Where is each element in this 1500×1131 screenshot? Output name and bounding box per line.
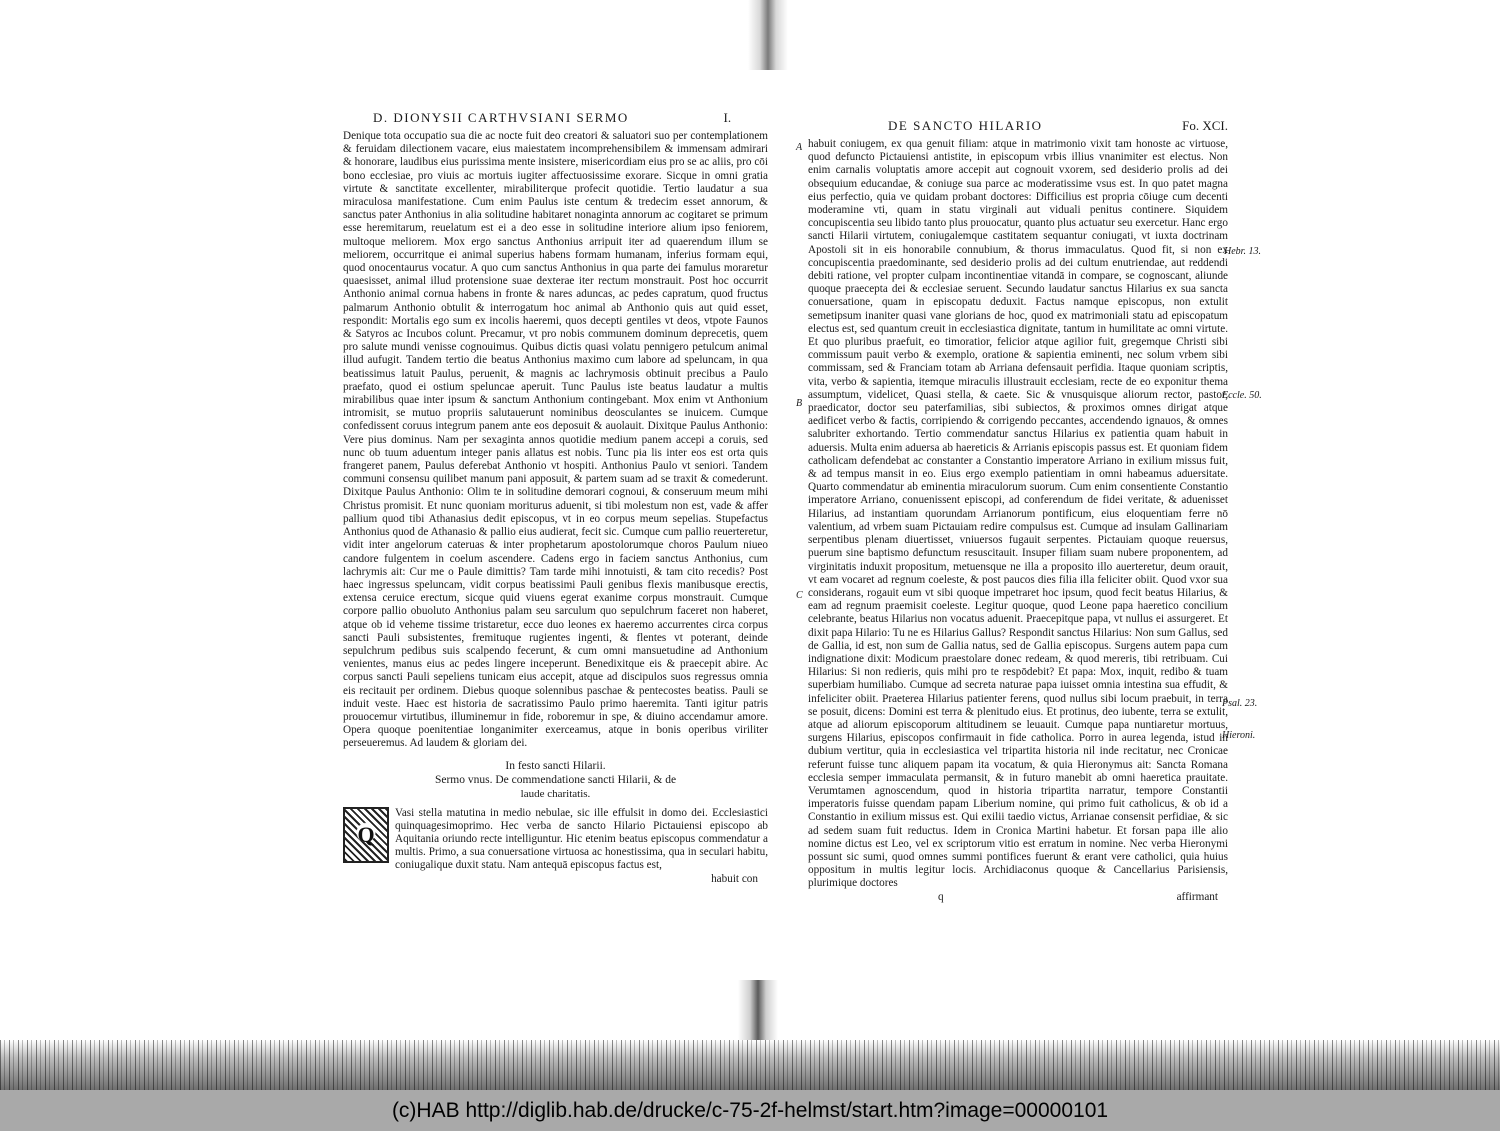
right-page-foot	[808, 891, 1228, 904]
left-running-head	[343, 110, 768, 130]
right-catchword: affirmant	[1176, 890, 1218, 903]
copyright-footer: (c)HAB http://diglib.hab.de/drucke/c-75-2f-helmst/start.htm?image=00000101	[0, 1090, 1500, 1131]
left-page	[343, 110, 768, 886]
right-running-head-title: DE SANCTO HILARIO	[888, 118, 1043, 133]
decorated-initial	[343, 807, 389, 863]
feast-title: In festo sancti Hilarii.	[505, 759, 606, 772]
margin-note-hieroni: Hieroni.	[1222, 730, 1256, 741]
margin-note-hebr: Hebr. 13.	[1224, 246, 1261, 257]
margin-note-eccle: Eccle. 50.	[1222, 390, 1262, 401]
signature-mark: q	[938, 890, 944, 903]
left-folio: I.	[723, 110, 732, 125]
margin-letter-b: B	[796, 398, 803, 409]
left-catchword: habuit con	[711, 872, 758, 885]
left-running-head-title: D. DIONYSII CARTHVSIANI SERMO	[373, 110, 629, 125]
sermon-intro-text: Vasi stella matutina in medio nebulae, sic ille effulsit in domo dei. Ecclesiastici quinquagesimoprimo. Hec verba de sancto Hilario Pictauiensi episcopo ab Aquitania oriundo recte intelliguntur. Hic etenim beatus episcopus commendatur a multis. Primo, a sua conuersatione virtuosa ac honestissima, qua in seculari habitu, coniugalique duxit statu. Nam antequā episcopus factus est,	[395, 806, 768, 872]
margin-letter-c: C	[796, 590, 803, 601]
margin-note-psal: Psal. 23.	[1222, 698, 1258, 709]
right-page	[808, 118, 1228, 904]
right-body-text: habuit coniugem, ex qua genuit filiam: atque in matrimonio vixit tam honoste ac virtuose, quod defuncto Pictauiensi antistite, in episcopum vrbis illius vnanimiter est electus. Non enim carnalis voluptatis amore accepit aut cognouit vxorem, sed desiderio prolis ad dei obsequium educandae, & coniuge sua parce ac moderatissime vsus est. In quo patet magna eius perfectio, quia ve quidam probant doctores: Difficilius est propria cōiuge cum decenti moderamine vti, quam in statu virginali aut viduali penitus continere. Siquidem concupiscentia seu libido tanto plus prouocatur, quanto plus actuatur seu exercetur. Hanc ergo sancti Hilarii virtutem, coniugalemque castitatem sequantur coniugati, vt iuxta doctrinam Apostoli sit in eis honorabile connubium, & thorus immaculatus. Quod fit, si non ex concupiscentia praedominante, sed desiderio prolis ad dei cultum enutriendae, aut reddendi debiti ratione, vel propter culpam incontinentiae vitandā in compare, se cognoscant, aliunde quoque praecepta dei & ecclesiae seruent. Secundo laudatur sanctus Hilarius ex sua sancta conuersatione, quam in episcopatu deduxit. Factus namque episcopus, non extulit semetipsum inaniter quasi vane glorians de hoc, quod ex matrimoniali statu ad episcopatum electus est, sed quantum creuit in ecclesiastica dignitate, tantum in humilitate ac omni virtute. Et quo pluribus praefuit, eo timoratior, felicior atque agilior fuit, gregemque Christi sibi commissum pauit verbo & exemplo, oratione & sapientia eminenti, nec solum vrbem sibi commissam, sed & Franciam totam ab Arriana defensauit perfidia. Itaque quoniam scriptis, vita, verbo & sapientia, itemque miraculis illustrauit ecclesiam, recte de eo exponitur thema assumptum, videlicet, Quasi stella, & caete. Sic & vnusquisque aliorum rector, pastor, praedicator, doctor seu paterfamilias, sibi subiectos, & proximos omnes dirigat atque aedificet verbo & factis, corripiendo & corrigendo peccantes, accendendo ignauos, & omnes salubriter exhortando. Tertio commendatur sanctus Hilarius ex patientia quam habuit in aduersis. Multa enim aduersa ab haereticis & Arrianis episcopis passus est. Et quoniam fidem catholicam defendebat ac constanter a Constantio imperatore Arriano in exilium missus fuit, & ad tempus mansit in eo. Eius ergo exemplo patientiam in omni habeamus aduersitate. Quarto commendatur ab eminentia miraculorum suorum. Cum enim consentiente Constantio imperatore Arriano, conuenissent episcopi, ad conferendum de fidei veritate, & aduenisset Hilarius, ad instantiam quorundam Arrianorum pontificum, eius eloquentiam ferre nō valentium, ad vrbem suam Pictauiam redire compulsus est. Cumque ad insulam Gallinariam serpentibus plenam diuertisset, vniuersos fugauit serpentes. Pictauiam quoque reuersus, puerum sine baptismo defunctum resuscitauit. Insuper filiam suam nubere proponentem, ad virginitatis induxit propositum, metuensque ne illa a proposito illo auerteretur, deum orauit, vt eam vocaret ad regnum coeleste, & post paucos dies filia illa feliciter obiit. Quod vxor sua considerans, rogauit eum vt sibi quoque impetraret hoc ipsum, quod fecit beatus Hilarius, & eam ad regnum praemisit coeleste. Legitur quoque, quod Leone papa haeretico concilium celebrante, beatus Hilarius non vocatus aduenit. Praecepitque papa, vt nullus ei assurgeret. Et dixit papa Hilario: Tu ne es Hilarius Gallus? Respondit sanctus Hilarius: Non sum Gallus, sed de Gallia, id est, non sum de Gallia natus, sed de Gallia episcopus. Surgens autem papa cum indignatione dixit: Modicum praestolare donec redeam, & quod mereris, tibi retribuam. Cui Hilarius: Si non redieris, quis mihi pro te respōdebit? Et papa: Mox, inquit, redibo & tuam superbiam humiliabo. Cumque ad secreta naturae papa iuisset omnia intestina sua effudit, & infeliciter obiit. Praeterea Hilarius patienter ferens, quod nullus sibi locum praebuit, in terra se posuit, dicens: Domini est terra & plenitudo eius. Et protinus, deo iubente, terra se extulit, atque ad aliorum episcoporum altitudinem se leuauit. Cumque papa nuntiaretur mortuus, surgens Hilarius, episcopos confirmauit in fide catholica. Porro in aurea legenda, istud in dubium vertitur, quia in ecclesiastica vel tripartita historia nil inde recitatur, nec Cronicae referunt fuisse tunc aliquem papam ita vocatum, & quia Hieronymus ait: Sancta Romana ecclesia semper immaculata permansit, & in futuro manebit ab omni haeretica prauitate. Verumtamen agnoscendum, quod in historia tripartita narratur, tempore Constantii imperatoris fuisse quendam papam Liberium nomine, qui primo fuit catholicus, & ob id a Constantio in exilium missus est. Qui exilii taedio victus, Arrianae consensit perfidiae, & sic ad sedem suam fuit reductus. Idem in Cronica Martini habetur. Et forsan papa ille alio nomine dictus est Leo, vel ex scriptorum vitio est erratum in nomine. Nec verba Hieronymi possunt sic sumi, quod omnes summi pontifices fuerunt & erant vere catholici, quia huius oppositum in multis legitur locis. Archidiaconus quoque & Cancellarius Parisiensis, plurimique doctores	[808, 138, 1228, 890]
binding-shadow-bottom	[738, 980, 778, 1040]
sermon-subtitle: laude charitatis.	[520, 787, 591, 800]
scan-edge-strip	[0, 1040, 1500, 1090]
left-body-text: Denique tota occupatio sua die ac nocte fuit deo creatori & saluatori suo per contemplationem & feruidam dilectionem vacare, eius maiestatem incomprehensibilem & immensam admirari & honorare, laudibus eius purissima mente insistere, misericordiam eius pro se ac aliis, pro cōi bono ecclesiae, pro viuis ac mortuis iugiter affectuosissime exorare. Sicque in omni gratia virtute & sanctitate excellenter, mirabiliterque profecit quotidie. Tertio laudatur a sua miraculosa manifestatione. Cum enim Paulus iste centum & tredecim esset annorum, & sanctus pater Anthonius in alia solitudine habitaret nonaginta annorum ac cogitaret se primum esse heremitarum, reuelatum est ei a deo esse in solitudine interiore alium ipso feniorem, multoque meliorem. Mox ergo sanctus Anthonius arripuit iter ad quaerendum illum se meliorem, occurritque ei animal superius habens formam humanam, inferius formam equi, quod onocentaurus vocatur. A quo cum sanctus Anthonius in qua parte dei famulus moraretur quaesisset, animal illud protensione suae dexterae iter rectum monstrauit. Post hoc occurrit Anthonio animal cornua habens in fronte & nares aduncas, ac pedes capratum, quod fructus palmarum Anthonio obtulit & interrogatum hoc animal ab Anthonio quis aut quid esset, respondit: Mortalis ego sum ex incolis haeremi, quos decepti gentiles vt deos, vtpote Faunos & Satyros ac Incubos colunt. Precamur, vt pro nobis communem dominum deprecetis, quem pro salute mundi venisse cognouimus. Quibus dictis quasi volatu pennigero petulcum animal illud aufugit. Tandem tertio die beatus Anthonius maximo cum labore ad speluncam, in qua beatissimus latuit Paulus, peruenit, & magnis ac lachrymosis obtinuit precibus a Paulo praefato, quod ei ostium speluncae aperuit. Tunc Paulus iste beatus laudatur a multis mirabilibus quae inter ipsum & sanctum Anthonium contingebant. Mox enim vt Anthonium intromisit, se mutuo propriis salutauerunt nominibus deosculantes se inuicem. Cumque confedissent coruus integrum panem ante eos deposuit & auolauit. Dixitque Paulus Anthonio: Vere pius dominus. Nam per sexaginta annos quotidie medium panem accepi a coruis, sed nunc ob tuum aduentum integer panis allatus est nobis. Tunc pia lis inter eos est orta quis frangeret panem, Paulus deferebat Anthonio vt hospiti. Anthonius Paulo vt seniori. Tandem communi consensu quilibet manum pani apposuit, & partem suam ad se traxit & comederunt. Dixitque Paulus Anthonio: Olim te in solitudine demorari cognoui, & conseruum meum mihi Christus promisit. Et nunc quoniam moriturus aduenit, si tibi molestum non est, vade & affer pallium quod tibi Athanasius dedit episcopus, vt in eo corpus meum sepelias. Stupefactus Anthonius quod de Athanasio & pallio eius audierat, fecit sic. Cumque cum pallio reuerteretur, vidit inter angelorum cateruas & inter prophetarum apostolorumque choros Paulum niueo candore fulgentem in coelum ascendere. Cadens ergo in faciem sanctus Anthonius, cum lachrymis ait: Cur me o Paule dimittis? Tam tarde mihi innotuisti, & tam cito recedis? Post haec ingressus speluncam, vidit corpus beatissimi Pauli genibus flexis manibusque erectis, extensa ceruice erectum, sicque quid viuens egerat exanime corpus monstrauit. Cumque corpore pallio obuoluto Anthonius palam seu sarculum quo sepulchrum faceret non haberet, atque ob id veheme tissime tristaretur, ecce duo leones ex haeremo accurrentes circa corpus sancti Pauli subsistentes, fremituque rugientes ingenti, & flentes vt poterant, deinde sepulchrum pedibus suis scalpendo fecerunt, & cum omni mansuetudine ad Anthonium venientes, manus eius ac pedes lingere inceperunt. Benedixitque eis & praecepit abire. Ac corpus sancti Pauli sepeliens tunicam eius accepit, atque ad discipulos suos regressus omnia eis recitauit per ordinem. Diebus quoque solennibus paschae & pentecostes beatiss. Pauli se induit veste. Haec est historia de sacratissimo Paulo primo haeremita. Tanti igitur patris prouocemur virtutibus, illuminemur in fide, roboremur in spe, & diuino accendamur amore. Opera quoque poenitentiae longanimiter exerceamus, atque in bonis operibus viriliter perseueremus. Ad laudem & gloriam dei.	[343, 130, 768, 750]
binding-shadow-top	[748, 0, 788, 70]
initial-letter: Q	[357, 821, 375, 847]
sermon-heading	[343, 759, 768, 801]
sermon-title: Sermo vnus. De commendatione sancti Hilarii, & de	[434, 773, 677, 786]
right-folio: Fo. XCI.	[1182, 118, 1228, 133]
right-running-head	[808, 118, 1228, 138]
sermon-opening	[343, 807, 768, 873]
margin-letter-a: A	[796, 142, 803, 153]
